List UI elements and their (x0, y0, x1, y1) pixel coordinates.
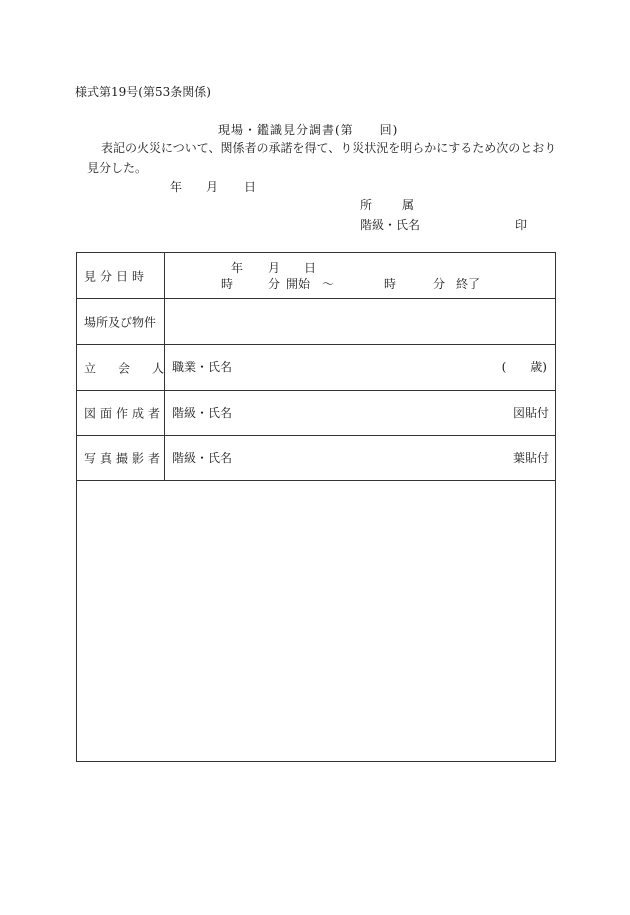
seal-label: 印 (515, 218, 528, 232)
inspection-form-table (76, 252, 556, 762)
start-text: 開始 (286, 277, 311, 291)
row-inspection-datetime (77, 253, 555, 299)
label-cell (77, 391, 165, 435)
rank-name-label: 階級・氏名 (172, 406, 233, 420)
row-witness (77, 345, 555, 391)
start-minute-label: 分 (268, 277, 281, 291)
tilde-separator: 〜 (322, 277, 335, 291)
document-title: 現場・鑑識見分調書(第 回) (218, 123, 399, 137)
photo-sheets-note: 葉貼付 (512, 451, 549, 465)
drawing-attached-note: 図貼付 (512, 406, 549, 420)
date-day-label: 日 (244, 180, 257, 194)
rank-name-label: 階級・氏名 (172, 451, 233, 465)
end-hour-label: 時 (384, 277, 397, 291)
drawing-creator-field[interactable] (165, 391, 555, 435)
row-drawing-creator (77, 391, 555, 436)
occupation-name-label: 職業・氏名 (172, 360, 233, 374)
label-cell (77, 253, 165, 298)
photographer-field[interactable] (165, 436, 555, 480)
year-label: 年 (231, 261, 244, 275)
row-place-and-property (77, 299, 555, 345)
end-minute-label: 分 (433, 277, 446, 291)
photographer-label: 写真撮影者 (84, 451, 165, 466)
inspection-datetime-label: 見分日時 (84, 269, 149, 283)
inspection-details-area[interactable] (77, 481, 555, 761)
date-year-label: 年 (170, 180, 183, 194)
label-cell (77, 436, 165, 480)
label-cell (77, 345, 187, 390)
form-reference: 様式第19号(第53条関係) (75, 85, 211, 99)
place-property-field[interactable] (165, 299, 555, 344)
intro-text-line-1: 表記の火災について、関係者の承諾を得て、り災状況を明らかにするため次のとおり (101, 141, 557, 155)
month-label: 月 (268, 261, 281, 275)
witness-field[interactable] (165, 345, 555, 390)
place-property-label: 場所及び物件 (84, 315, 157, 329)
drawing-creator-label: 図面作成者 (84, 406, 165, 421)
age-label: ( 歳) (501, 360, 547, 374)
date-month-label: 月 (206, 180, 219, 194)
witness-label: 立会人 (84, 361, 187, 375)
intro-text-line-2: 見分した。 (87, 161, 148, 175)
end-text: 終了 (456, 277, 481, 291)
row-photographer (77, 436, 555, 481)
rank-name-label: 階級・氏名 (360, 218, 421, 232)
day-label: 日 (304, 261, 317, 275)
label-cell (77, 299, 165, 344)
affiliation-label: 所属 (360, 198, 445, 212)
start-hour-label: 時 (221, 277, 234, 291)
inspection-datetime-field[interactable] (165, 253, 555, 298)
